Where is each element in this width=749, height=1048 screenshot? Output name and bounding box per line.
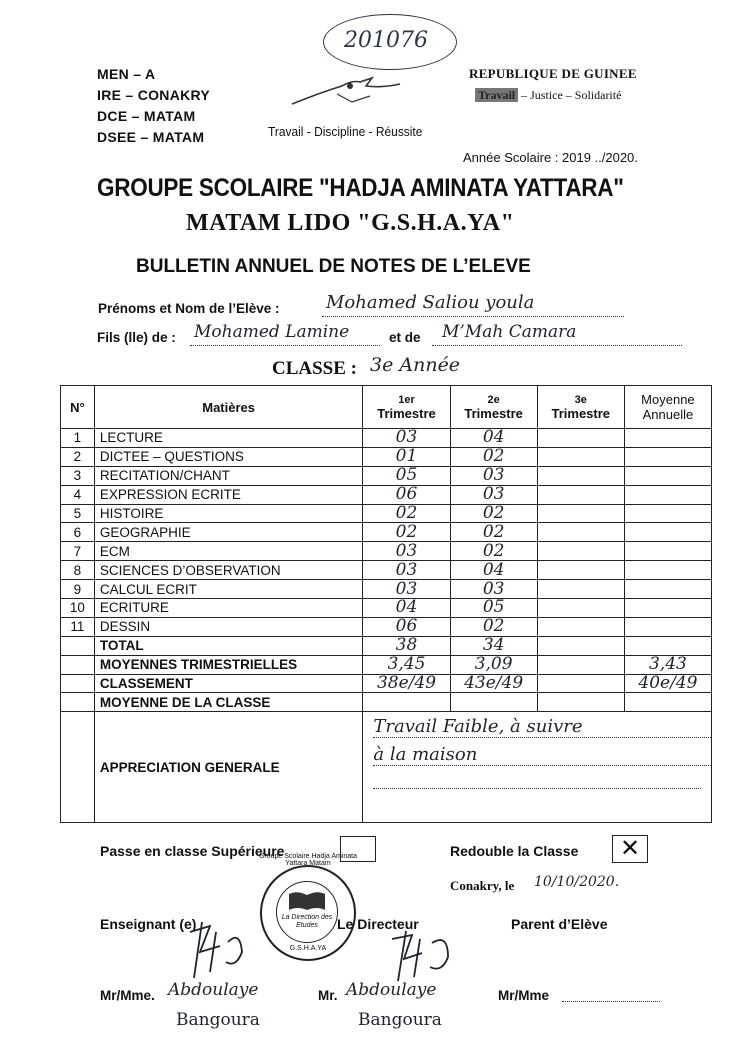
summary-label: TOTAL (94, 636, 363, 655)
subject-number: 8 (61, 561, 95, 580)
grade-term-2: 03 (450, 485, 537, 504)
subject-number: 9 (61, 580, 95, 599)
grade-annual (624, 466, 711, 485)
grade-term-3 (537, 447, 624, 466)
grade-term-3 (537, 429, 624, 448)
school-title: GROUPE SCOLAIRE "HADJA AMINATA YATTARA" (97, 174, 624, 202)
table-row (61, 466, 712, 485)
appreciation-label: APPRECIATION GENERALE (94, 712, 363, 823)
student-name: Mohamed Saliou youla (326, 292, 535, 313)
table-row (61, 599, 712, 618)
grade-term-1: 04 (363, 599, 450, 618)
grade-term-3 (537, 466, 624, 485)
stamp-bottom-text: G.S.H.A.YA (289, 945, 327, 952)
repeat-checkbox[interactable] (612, 835, 648, 863)
emblem-icon (282, 72, 412, 112)
subject-name: CALCUL ECRIT (94, 580, 363, 599)
ministry-line-3: DCE – MATAM (97, 108, 196, 124)
grade-term-2: 04 (450, 561, 537, 580)
table-row (61, 523, 712, 542)
table-row (61, 617, 712, 636)
summary-row (61, 655, 712, 674)
republic-motto (475, 88, 621, 103)
grade-term-3 (537, 599, 624, 618)
table-row (61, 447, 712, 466)
teacher-signature (180, 912, 270, 982)
grade-annual (624, 485, 711, 504)
summary-term-1: 38 (363, 636, 450, 655)
subject-name: EXPRESSION ECRITE (94, 485, 363, 504)
grade-term-3 (537, 542, 624, 561)
director-signature (382, 925, 472, 985)
summary-annual: 40e/49 (624, 674, 711, 693)
class-label: CLASSE : (272, 358, 357, 379)
document-number-oval (323, 14, 457, 70)
subject-number: 10 (61, 599, 95, 618)
grade-term-1: 06 (363, 485, 450, 504)
father-name: Mohamed Lamine (194, 322, 350, 342)
republic-motto-work: Travail (475, 88, 518, 102)
school-stamp (258, 853, 358, 961)
ministry-header (97, 64, 210, 148)
subject-number: 7 (61, 542, 95, 561)
grade-annual (624, 523, 711, 542)
school-year: Année Scolaire : 2019 ../2020. (463, 150, 638, 165)
grade-term-2: 02 (450, 523, 537, 542)
table-row (61, 504, 712, 523)
table-row (61, 485, 712, 504)
stamp-inner-circle (276, 881, 338, 943)
subject-number: 5 (61, 504, 95, 523)
grade-term-2: 03 (450, 580, 537, 599)
grade-term-1: 03 (363, 561, 450, 580)
student-name-label: Prénoms et Nom de l’Elève : (98, 301, 280, 316)
summary-term-2: 43e/49 (450, 674, 537, 693)
parent-signature-label: Parent d’Elève (511, 916, 608, 932)
grade-term-1: 05 (363, 466, 450, 485)
summary-term-1: 38e/49 (363, 674, 450, 693)
parent-label: Fils (lle) de : (97, 330, 176, 345)
grade-term-2: 02 (450, 504, 537, 523)
summary-term-1: 3,45 (363, 655, 450, 674)
grade-annual (624, 599, 711, 618)
subject-number: 3 (61, 466, 95, 485)
summary-term-3 (537, 693, 624, 712)
summary-annual: 3,43 (624, 655, 711, 674)
grade-term-1: 03 (363, 580, 450, 599)
grade-term-1: 01 (363, 447, 450, 466)
appreciation-line-2: à la maison (373, 746, 711, 766)
header-annual-average: Moyenne Annuelle (624, 386, 711, 429)
stamp-outer-text: Groupe Scolaire Hadja Aminata Yattara Matam (258, 853, 358, 867)
appreciation-line-3 (373, 788, 701, 789)
mother-name: M’Mah Camara (442, 322, 577, 342)
document-number: 201076 (344, 28, 428, 53)
grade-annual (624, 504, 711, 523)
grade-term-2: 02 (450, 447, 537, 466)
grade-annual (624, 561, 711, 580)
grade-term-1: 03 (363, 542, 450, 561)
subject-number: 1 (61, 429, 95, 448)
summary-term-2 (450, 693, 537, 712)
republic-title: REPUBLIQUE DE GUINEE (469, 66, 637, 81)
grade-term-3 (537, 504, 624, 523)
appreciation-row (61, 712, 712, 823)
grade-term-2: 03 (450, 466, 537, 485)
subject-name: RECITATION/CHANT (94, 466, 363, 485)
subject-name: GEOGRAPHIE (94, 523, 363, 542)
summary-label: CLASSEMENT (94, 674, 363, 693)
grade-annual (624, 617, 711, 636)
header-subject: Matières (94, 386, 363, 429)
teacher-surname: Bangoura (176, 1010, 260, 1030)
table-row (61, 561, 712, 580)
and-label: et de (389, 330, 421, 345)
teacher-label: Enseignant (e) (100, 916, 197, 932)
grade-term-2: 04 (450, 429, 537, 448)
grade-term-3 (537, 523, 624, 542)
grade-term-3 (537, 617, 624, 636)
header-number: N° (61, 386, 95, 429)
stamp-inner-text: La Direction des Etudes (281, 914, 333, 929)
summary-row (61, 636, 712, 655)
summary-term-2: 3,09 (450, 655, 537, 674)
table-row (61, 542, 712, 561)
ministry-line-1: MEN – A (97, 66, 156, 82)
summary-blank (61, 693, 95, 712)
repeat-label: Redouble la Classe (450, 843, 579, 859)
grades-table (60, 385, 712, 823)
parent-name-label: Mr/Mme (498, 988, 550, 1003)
republic-motto-rest: – Justice – Solidarité (518, 88, 622, 102)
subject-name: HISTOIRE (94, 504, 363, 523)
ministry-line-2: IRE – CONAKRY (97, 87, 211, 103)
summary-term-1 (363, 693, 450, 712)
subject-number: 4 (61, 485, 95, 504)
subject-name: ECRITURE (94, 599, 363, 618)
grade-annual (624, 447, 711, 466)
pass-label: Passe en classe Supérieure (100, 843, 285, 859)
grade-term-3 (537, 485, 624, 504)
table-header-row (61, 386, 712, 429)
grade-term-2: 02 (450, 542, 537, 561)
summary-row (61, 674, 712, 693)
appreciation-blank (61, 712, 95, 823)
summary-label: MOYENNE DE LA CLASSE (94, 693, 363, 712)
teacher-name-label: Mr/Mme. (100, 988, 155, 1003)
summary-annual (624, 693, 711, 712)
director-surname: Bangoura (358, 1010, 442, 1030)
summary-term-3 (537, 655, 624, 674)
grade-term-3 (537, 561, 624, 580)
subject-number: 2 (61, 447, 95, 466)
book-icon (287, 890, 327, 912)
grade-annual (624, 580, 711, 599)
table-row (61, 429, 712, 448)
director-name: Abdoulaye (346, 980, 437, 1000)
director-label: Le Directeur (337, 916, 419, 932)
subject-name: SCIENCES D’OBSERVATION (94, 561, 363, 580)
subject-name: DICTEE – QUESTIONS (94, 447, 363, 466)
grade-term-1: 02 (363, 504, 450, 523)
subject-name: LECTURE (94, 429, 363, 448)
summary-blank (61, 636, 95, 655)
subject-number: 6 (61, 523, 95, 542)
grade-term-1: 02 (363, 523, 450, 542)
subject-name: ECM (94, 542, 363, 561)
grade-annual (624, 429, 711, 448)
bulletin-title: BULLETIN ANNUEL DE NOTES DE L’ELEVE (136, 256, 531, 277)
date-value: 10/10/2020. (534, 874, 620, 890)
summary-row (61, 693, 712, 712)
appreciation-text (363, 712, 712, 823)
summary-label: MOYENNES TRIMESTRIELLES (94, 655, 363, 674)
grade-term-2: 05 (450, 599, 537, 618)
summary-annual (624, 636, 711, 655)
header-term-1: 1er Trimestre (363, 386, 450, 429)
subject-number: 11 (61, 617, 95, 636)
repeat-check-mark: ✕ (619, 835, 641, 862)
summary-blank (61, 674, 95, 693)
subject-name: DESSIN (94, 617, 363, 636)
summary-blank (61, 655, 95, 674)
director-name-label: Mr. (318, 988, 338, 1003)
grade-term-3 (537, 580, 624, 599)
summary-term-3 (537, 674, 624, 693)
grade-term-2: 02 (450, 617, 537, 636)
class-value: 3e Année (370, 354, 461, 376)
motto: Travail - Discipline - Réussite (268, 124, 423, 139)
appreciation-line-1: Travail Faible, à suivre (373, 718, 711, 738)
grade-term-1: 06 (363, 617, 450, 636)
header-term-3: 3e Trimestre (537, 386, 624, 429)
summary-term-3 (537, 636, 624, 655)
school-location: MATAM LIDO "G.S.H.A.YA" (186, 210, 515, 236)
grade-annual (624, 542, 711, 561)
ministry-line-4: DSEE – MATAM (97, 129, 205, 145)
table-row (61, 580, 712, 599)
header-term-2: 2e Trimestre (450, 386, 537, 429)
summary-term-2: 34 (450, 636, 537, 655)
teacher-name: Abdoulaye (168, 980, 259, 1000)
date-label: Conakry, le (450, 878, 515, 893)
grade-term-1: 03 (363, 429, 450, 448)
